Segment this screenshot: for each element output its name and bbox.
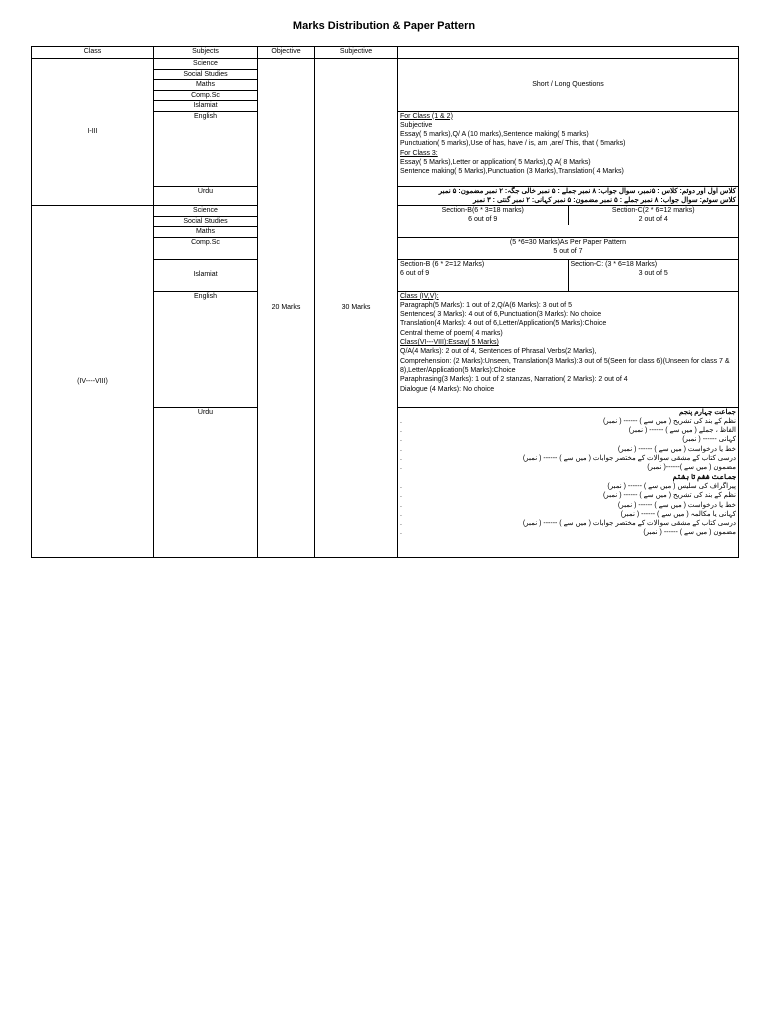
english-line: Essay( 5 Marks),Letter or application( 5 Marks),Q A( 8 Marks) [400, 158, 591, 166]
subject-comp-sc: Comp.Sc [154, 90, 258, 101]
urdu-item [400, 435, 736, 444]
subjective-marks: 30 Marks [315, 59, 398, 558]
english-pattern-1-3 [398, 111, 739, 186]
urdu-item-text: الفاظ ، جملے ( میں سے ) ------ ( نمبر) [628, 427, 736, 435]
subject-english: English [154, 291, 258, 407]
subject-social-studies: Social Studies [154, 216, 258, 227]
header-objective: Objective [258, 47, 315, 59]
bullet: . [400, 455, 402, 463]
english-line: Class (IV,V): [400, 292, 439, 300]
english-line: Q/A(4 Marks): 2 out of 4, Sentences of Phrasal Verbs(2 Marks), [400, 348, 597, 356]
subject-science: Science [154, 59, 258, 70]
urdu-item [400, 417, 736, 426]
science-section-b-choice: 6 out of 9 [468, 216, 498, 224]
short-long-questions: Short / Long Questions [398, 59, 739, 112]
urdu-item-text: درسی کتاب کے مشقی سوالات کے مختصر جوابات ( میں سے ) ------ ( نمبر) [522, 455, 736, 463]
subject-comp-sc: Comp.Sc [154, 237, 258, 259]
science-sections [398, 206, 739, 238]
urdu-line: کلاس اول اور دوئم: کلاس : ۵نمبر، سوال جواب: ۸ نمبر جملے : ۵ نمبر خالی جگہ: ۲ نمبر مضمون: ۵ نمبر [438, 187, 736, 195]
bullet: . [400, 529, 402, 537]
english-line: Class(VI---VIII):Essay( 5 Marks) [400, 339, 499, 347]
urdu-item-text: مضمون ( میں سے ) ------ ( نمبر) [643, 529, 736, 537]
comp-sc-marks: (5 *6=30 Marks)As Per Paper Pattern [509, 238, 627, 246]
english-line: Sentence making( 5 Marks),Punctuation (3 Marks),Translation( 4 Marks) [400, 168, 624, 176]
subject-science: Science [154, 206, 258, 217]
bullet: . [400, 427, 402, 435]
bullet: . [400, 436, 402, 444]
bullet: . [400, 417, 402, 425]
bullet: . [400, 492, 402, 500]
subject-urdu: Urdu [154, 407, 258, 557]
english-line: For Class (1 & 2) [400, 112, 453, 120]
english-line: For Class 3: [400, 149, 438, 157]
subject-islamiat: Islamiat [154, 101, 258, 112]
urdu-item-text: نظم کے بند کی تشریح ( میں سے ) ------ ( نمبر) [602, 417, 736, 425]
bullet: . [400, 482, 402, 490]
urdu-item [400, 445, 736, 454]
class-cell-1-3: I-III [32, 59, 154, 206]
urdu-heading: جماعت چہارم پنجم [679, 408, 736, 416]
english-line: Sentences( 3 Marks): 4 out of 6,Punctuation(3 Marks): No choice [400, 311, 602, 319]
english-line: Paraphrasing(3 Marks): 1 out of 2 stanzas, Narration( 2 Marks): 2 out of 4 [400, 376, 628, 384]
urdu-item [400, 501, 736, 510]
objective-marks: 20 Marks [258, 59, 315, 558]
islamiat-section-b-text: Section-B (6 * 2=12 Marks) [400, 260, 485, 268]
header-subjective: Subjective [315, 47, 398, 59]
bullet: . [400, 510, 402, 518]
islamiat-section-c-text: Section-C: (3 * 6=18 Marks) [570, 260, 658, 268]
header-row [32, 47, 739, 59]
islamiat-sections [398, 259, 739, 291]
urdu-item [400, 482, 736, 491]
english-line: Paragraph(5 Marks): 1 out of 2,Q/A(6 Marks): 3 out of 5 [400, 301, 572, 309]
english-line: Comprehension: (2 Marks):Unseen, Translation(3 Marks):3 out of 5(Seen for class 6)(Unseen for class 7 & 8),Letter/Application(5 Marks):Choice [400, 357, 730, 374]
urdu-item-text: خط یا درخواست ( میں سے ) ------ ( نمبر) [617, 445, 736, 453]
islamiat-section-c [568, 260, 738, 291]
header-class: Class [32, 47, 154, 59]
english-line: Essay( 5 marks),Q/ A (10 marks),Sentence making( 5 marks) [400, 131, 589, 139]
urdu-item [400, 454, 736, 463]
subject-islamiat: Islamiat [154, 259, 258, 291]
urdu-line: کلاس سوئم: سوال جواب: ۸ نمبر جملے : ۵ نمبر مضمون: ۵ نمبر کہانی: ۲ نمبر گنتی : ۳ نمبر [473, 196, 736, 204]
bullet: . [400, 445, 402, 453]
urdu-item [400, 491, 736, 500]
urdu-item-text: نظم کے بند کی تشریح ( میں سے ) ------ ( نمبر) [602, 492, 736, 500]
science-section-c-text: Section-C(2 * 6=12 marks) [611, 207, 695, 215]
urdu-item [400, 528, 736, 537]
science-section-c [568, 206, 738, 225]
urdu-item-text: کہانی ------ ( نمبر) [682, 436, 736, 444]
english-line: Dialogue (4 Marks): No choice [400, 385, 495, 393]
science-section-b-text: Section-B(6 * 3=18 marks) [441, 207, 524, 215]
islamiat-section-c-choice: 3 out of 5 [638, 269, 668, 277]
subject-urdu: Urdu [154, 186, 258, 206]
page-title: Marks Distribution & Paper Pattern [292, 20, 476, 32]
urdu-heading: جماعت ششم تا ہشتم [672, 473, 736, 481]
subject-social-studies: Social Studies [154, 69, 258, 80]
bullet: . [400, 520, 402, 528]
header-subjects: Subjects [154, 47, 258, 59]
urdu-item [400, 426, 736, 435]
english-line: Punctuation( 5 marks),Use of has, have / is, am ,are/ This, that ( 5marks) [400, 140, 626, 148]
comp-sc-pattern [398, 237, 739, 259]
subject-maths: Maths [154, 80, 258, 91]
english-line: Central theme of poem( 4 marks) [400, 329, 503, 337]
english-pattern-4-8 [398, 291, 739, 407]
english-line: Translation(4 Marks): 4 out of 6,Letter/Application(5 Marks):Choice [400, 320, 607, 328]
urdu-item-text: درسی کتاب کے مشقی سوالات کے مختصر جوابات ( میں سے ) ------ ( نمبر) [522, 520, 736, 528]
subject-english: English [154, 111, 258, 186]
science-section-c-choice: 2 out of 4 [638, 216, 668, 224]
bullet: . [400, 501, 402, 509]
english-line: Subjective [400, 121, 433, 129]
islamiat-section-b [398, 260, 568, 291]
urdu-item-text: کہانی یا مکالمہ ( میں سے ) ------ ( نمبر) [620, 510, 736, 518]
islamiat-section-b-choice: 6 out of 9 [400, 269, 430, 277]
urdu-item [400, 463, 736, 472]
header-blank [398, 47, 739, 59]
urdu-item-text: پیراگراف کی سلیس ( میں سے ) ------ ( نمبر) [607, 482, 736, 490]
urdu-pattern-1-3 [398, 186, 739, 206]
urdu-item-text: مضمون ( میں سے )------( نمبر) [647, 464, 736, 472]
marks-table [31, 46, 739, 558]
urdu-item-text: خط یا درخواست ( میں سے ) ------ ( نمبر) [617, 501, 736, 509]
urdu-item [400, 510, 736, 519]
class-cell-4-8: (IV----VIII) [32, 206, 154, 558]
bullet: . [400, 464, 402, 472]
urdu-item [400, 519, 736, 528]
urdu-pattern-4-8 [398, 407, 739, 557]
subject-maths: Maths [154, 227, 258, 238]
comp-sc-choice: 5 out of 7 [553, 247, 583, 255]
science-section-b [398, 206, 568, 225]
